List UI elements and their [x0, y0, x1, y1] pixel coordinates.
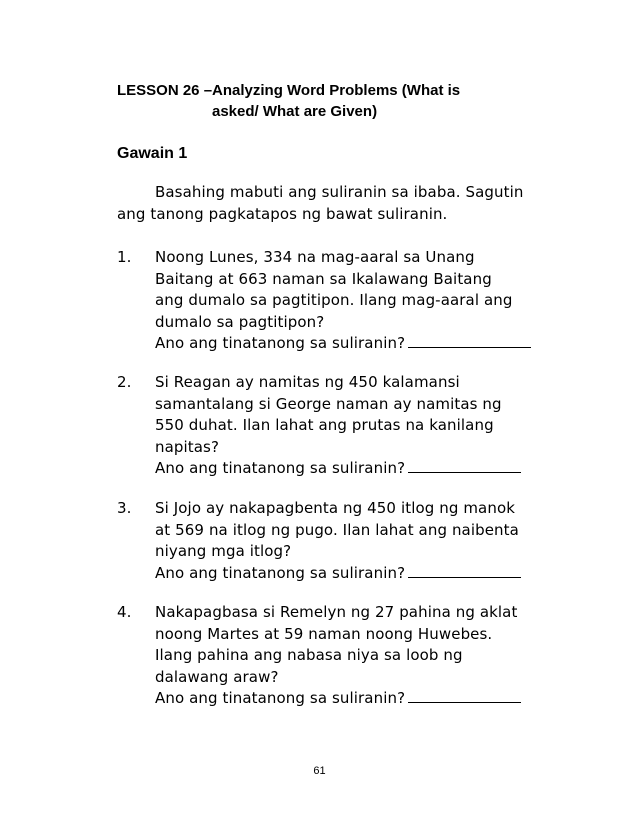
- problem-line: 550 duhat. Ilan lahat ang prutas na kanilang: [155, 416, 494, 435]
- answer-blank[interactable]: [408, 333, 531, 348]
- question-prompt-line: [155, 458, 547, 480]
- question-prompt: Ano ang tinatanong sa suliranin?: [155, 689, 406, 708]
- activity-title: Gawain 1: [117, 145, 188, 162]
- problem-3: [117, 498, 547, 584]
- answer-blank[interactable]: [408, 688, 521, 703]
- problem-line: Nakapagbasa si Remelyn ng 27 pahina ng aklat: [155, 603, 518, 621]
- problem-number: 1.: [117, 248, 132, 266]
- problem-line: at 569 na itlog ng pugo. Ilan lahat ang naibenta: [155, 520, 519, 539]
- problem-4: [117, 602, 547, 710]
- problem-line: Si Jojo ay nakapagbenta ng 450 itlog ng manok: [155, 499, 516, 517]
- problem-line: niyang mga itlog?: [155, 542, 292, 561]
- lesson-title-line-1: LESSON 26 –Analyzing Word Problems (What is: [117, 82, 461, 99]
- problem-1: [117, 247, 547, 355]
- problem-number: 2.: [117, 373, 132, 391]
- problem-line: noong Martes at 59 naman noong Huwebes.: [155, 624, 493, 643]
- problem-line: Si Reagan ay namitas ng 450 kalamansi: [155, 373, 460, 391]
- instruction-line-2: ang tanong pagkatapos ng bawat suliranin.: [117, 204, 448, 223]
- question-prompt: Ano ang tinatanong sa suliranin?: [155, 334, 406, 353]
- activity-instructions: [117, 182, 542, 225]
- problem-line: napitas?: [155, 437, 220, 456]
- problem-number: 3.: [117, 499, 132, 517]
- lesson-title-line-2: asked/ What are Given): [212, 103, 378, 120]
- problem-line: samantalang si George naman ay namitas ng: [155, 394, 502, 413]
- problem-number: 4.: [117, 603, 132, 621]
- answer-blank[interactable]: [408, 563, 521, 578]
- question-prompt-line: [155, 688, 547, 710]
- answer-blank[interactable]: [408, 458, 521, 473]
- problem-2: [117, 372, 547, 480]
- problem-line: dumalo sa pagtitipon?: [155, 312, 325, 331]
- problem-line: Baitang at 663 naman sa Ikalawang Baitang: [155, 269, 492, 288]
- problem-line: Ilang pahina ang nabasa niya sa loob ng: [155, 646, 463, 665]
- problem-line: dalawang araw?: [155, 667, 279, 686]
- problem-line: Noong Lunes, 334 na mag-aaral sa Unang: [155, 248, 475, 266]
- question-prompt: Ano ang tinatanong sa suliranin?: [155, 459, 406, 478]
- lesson-title: [117, 80, 537, 122]
- problem-line: ang dumalo sa pagtitipon. Ilang mag-aaral ang: [155, 291, 513, 310]
- question-prompt-line: [155, 563, 547, 585]
- instruction-line-1: Basahing mabuti ang suliranin sa ibaba. Sagutin: [155, 183, 524, 201]
- question-prompt-line: [155, 333, 547, 355]
- question-prompt: Ano ang tinatanong sa suliranin?: [155, 563, 406, 582]
- page-number: 61: [313, 765, 326, 777]
